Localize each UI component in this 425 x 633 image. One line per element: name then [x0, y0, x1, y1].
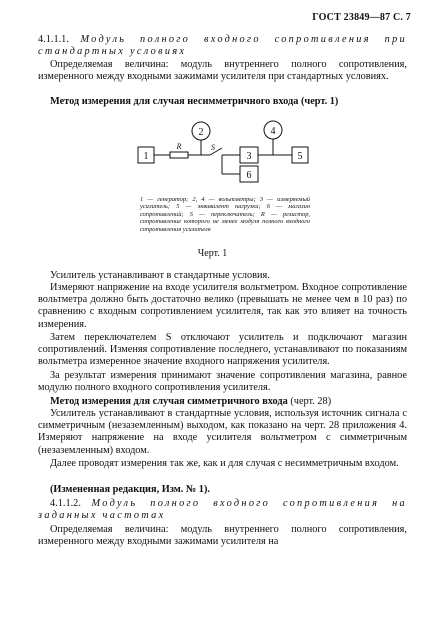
block-6-label: 6	[246, 170, 252, 181]
paragraph-3: Затем переключателем S отключают усилитель и подключают магазин сопротивлений. Изменяя сопротивление последнего, устанавливают по показаниям вольтметра измеренное значение входного напряжения усилителя.	[38, 332, 407, 368]
resistor-label: R	[176, 142, 182, 151]
method2-ref: (черт. 28)	[290, 396, 332, 407]
paragraph-1: Усилитель устанавливают в стандартные условия.	[50, 270, 270, 281]
paragraph-2: Измеряют напряжение на входе усилителя вольтметром. Входное сопротивление вольтметра должно быть достаточно велико (превышать не менее чем в 10 раз) по сравнению с входным сопротивлением усилителя, так как это влияет на точность измерения.	[38, 282, 407, 330]
block-3-label: 3	[246, 151, 252, 162]
paragraph-5: Усилитель устанавливают в стандартные условия, используя источник сигнала с симметричным (незаземленным) выходом, как показано на черт. 28 приложения 4. Измеряют напряжение на входе усилителя вольтметром с симметричным (незаземленным) входом.	[38, 408, 407, 456]
section-number: 4.1.1.1.	[38, 34, 69, 45]
section-4-1-1-2-heading	[38, 498, 407, 522]
section-number: 4.1.1.2.	[50, 498, 81, 509]
section-title: Модуль полного входного сопротивления при стандартных условиях	[38, 34, 408, 58]
section-title: Модуль полного входного сопротивления на заданных частотах	[38, 498, 407, 522]
resistor	[170, 152, 188, 158]
figure-label: Черт. 1	[197, 248, 228, 259]
block-1-label: 1	[143, 151, 149, 162]
method-heading: Метод измерения для случая несимметричного входа (черт. 1)	[50, 96, 339, 107]
section-4-1-1-1-heading	[38, 34, 407, 58]
circuit-diagram	[130, 117, 320, 189]
method2-title: Метод измерения для случая симметричного входа	[50, 396, 288, 407]
paragraph-6: Далее проводят измерения так же, как и для случая с несимметричным входом.	[50, 458, 399, 469]
switch-label: S	[211, 143, 215, 152]
definition-paragraph: Определяемая величина: модуль внутреннего полного сопротивления, измеренного между входными зажимами усилителя при стандартных условиях.	[38, 59, 407, 83]
method2-heading	[38, 396, 407, 408]
block-5-label: 5	[297, 151, 303, 162]
block-2-label: 2	[198, 127, 204, 138]
page-header: ГОСТ 23849—87 С. 7	[312, 12, 411, 23]
block-4-label: 4	[270, 126, 276, 137]
paragraph-4: За результат измерения принимают значение сопротивления магазина, равное модулю полного входного сопротивления усилителя.	[38, 370, 407, 394]
definition-paragraph-2: Определяемая величина: модуль внутреннего полного сопротивления, измеренного между входными зажимами усилителя на	[38, 524, 407, 548]
figure-caption: 1 — генератор; 2, 4 — вольтметры; 3 — измеряемый усилитель; 5 — эквивалент нагрузки; 6 — магазин сопротивлений; S — переключатель; R — резистор, сопротивление которого не менее модуля полного входного сопротивления усилителя	[140, 196, 310, 233]
amendment-note: (Измененная редакция, Изм. № 1).	[50, 484, 210, 495]
